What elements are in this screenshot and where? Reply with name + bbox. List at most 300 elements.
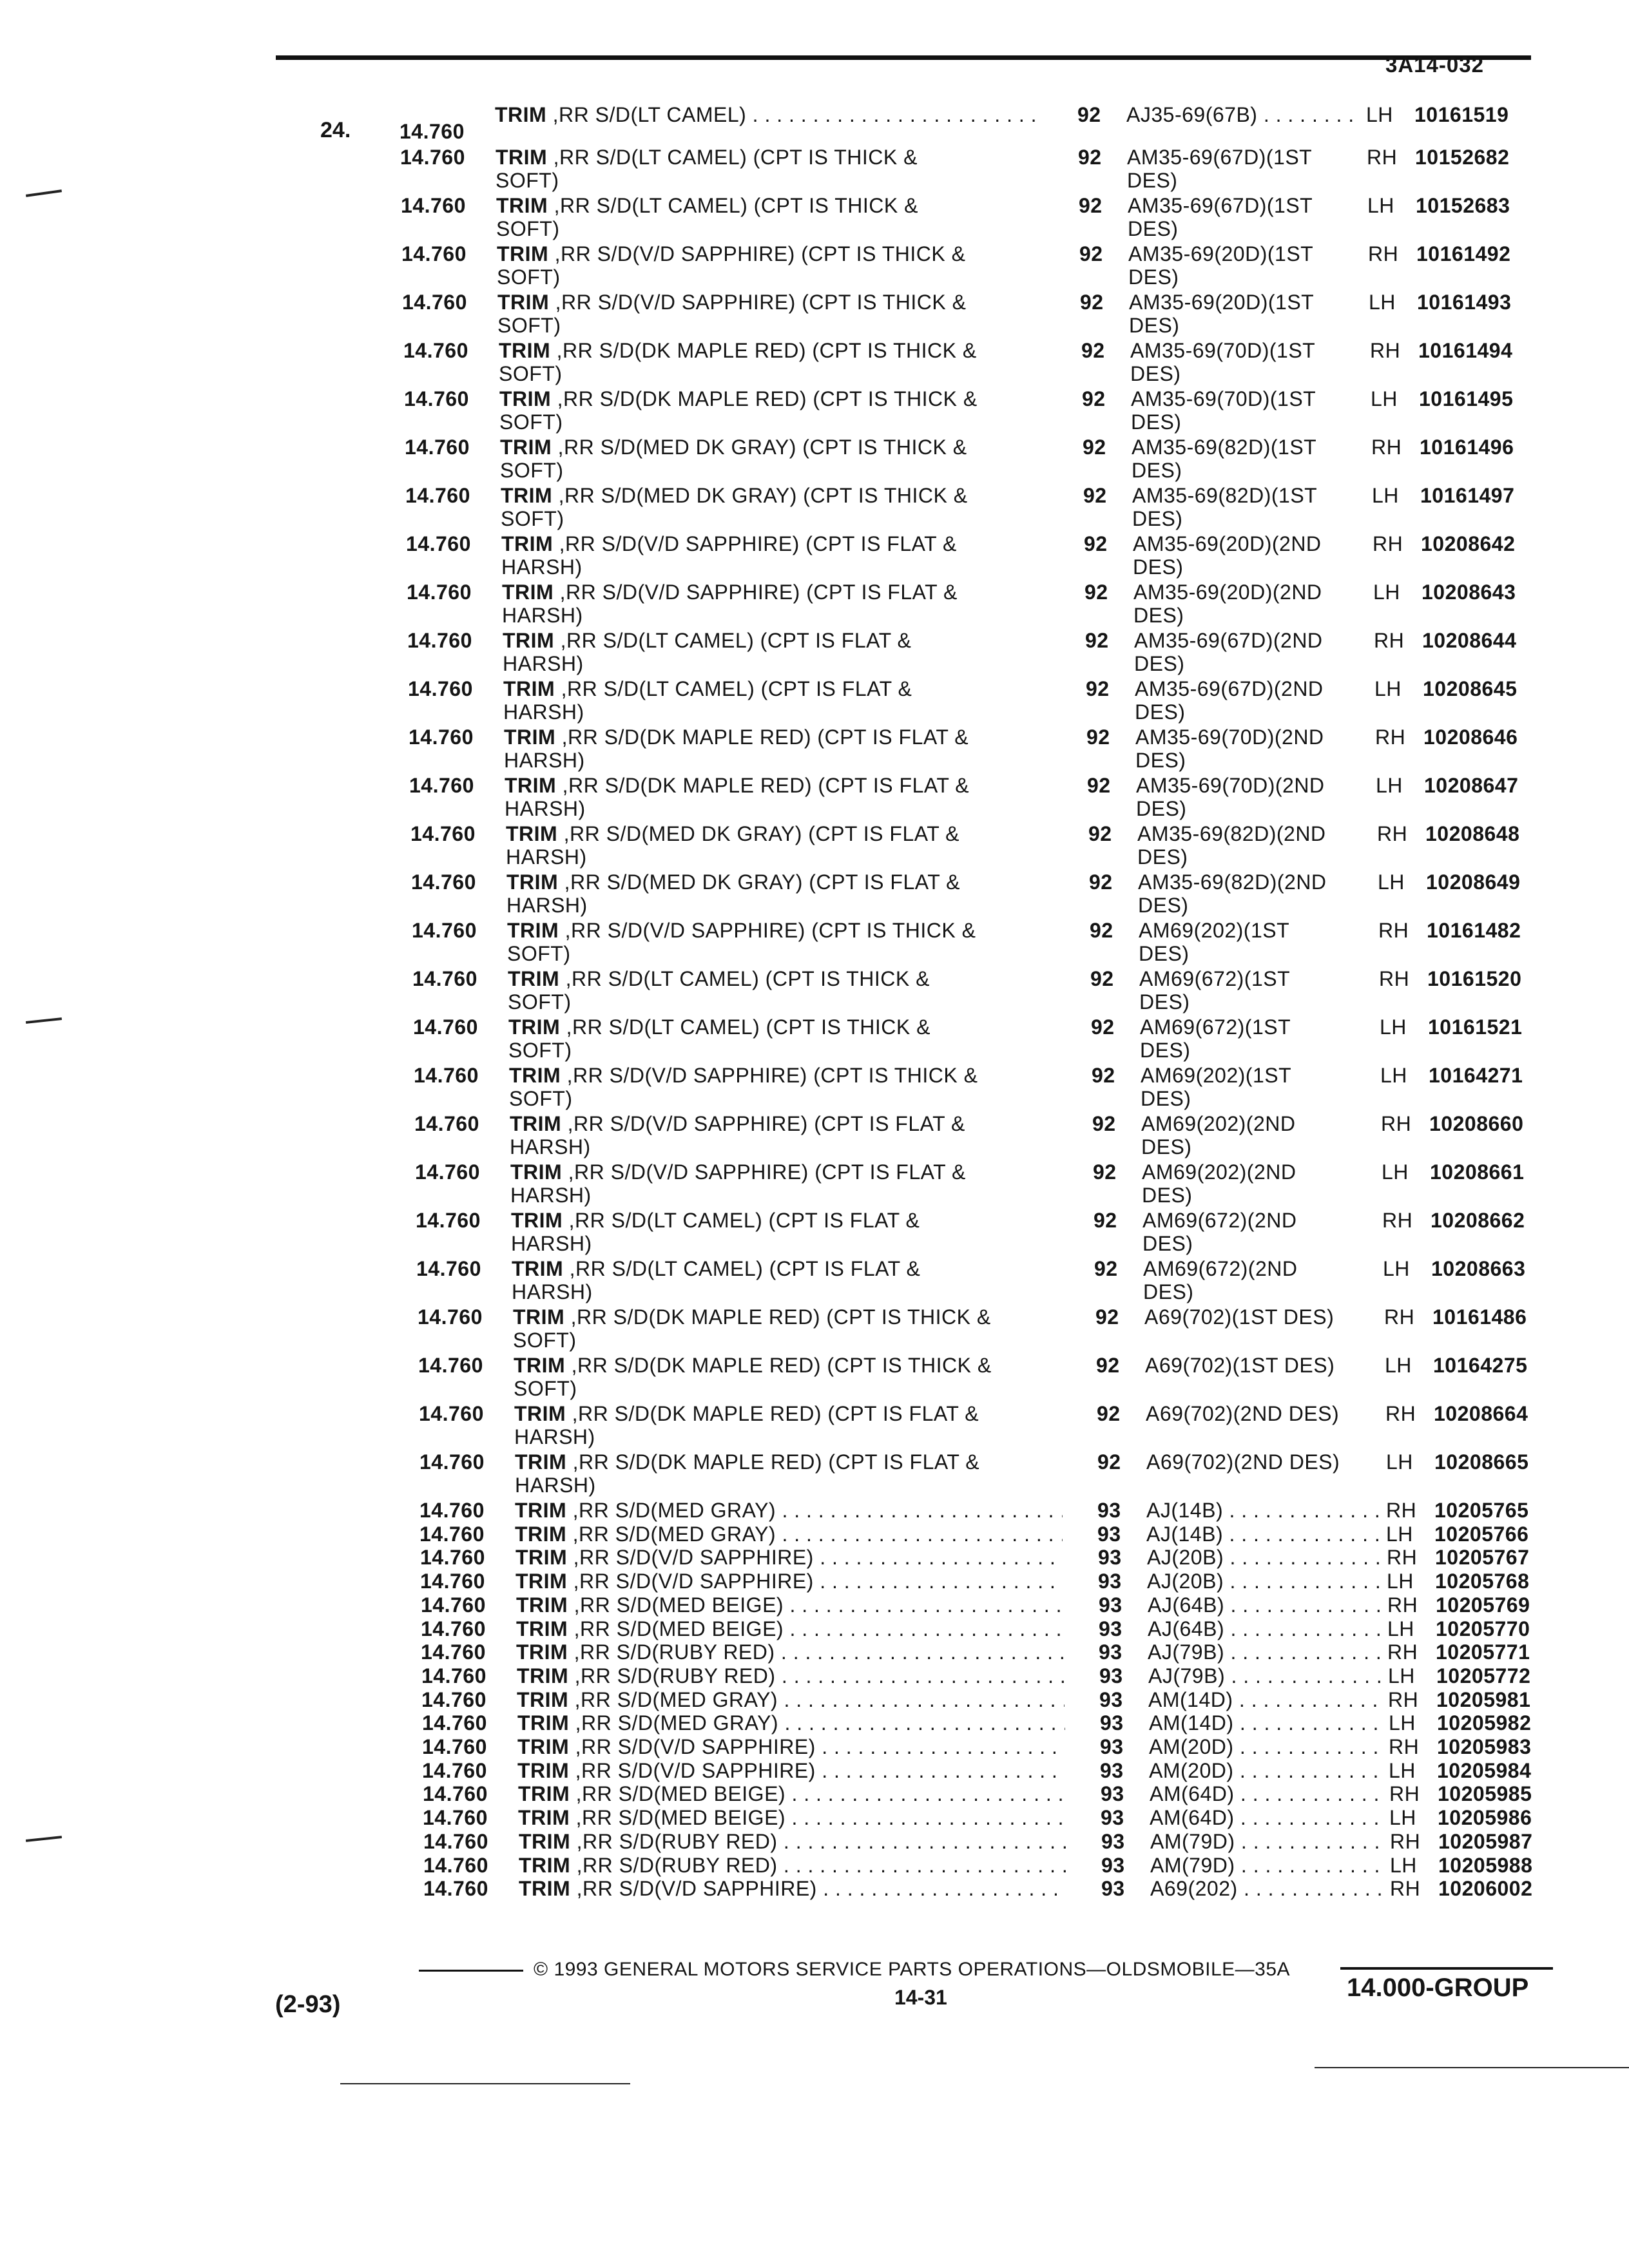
- part-keyword: TRIM: [505, 774, 557, 797]
- side-code: RH: [1374, 629, 1405, 652]
- group-number: 14.760: [419, 1522, 485, 1546]
- side-code: RH: [1385, 1402, 1416, 1425]
- description-line-1: ,RR S/D(MED GRAY): [572, 1499, 776, 1522]
- model-code: [1146, 1450, 1372, 1474]
- model-year: 92: [1094, 1257, 1118, 1280]
- part-description: [514, 1402, 1075, 1448]
- part-keyword: TRIM: [516, 1617, 568, 1640]
- description-line-1: ,RR S/D(RUBY RED): [574, 1640, 775, 1664]
- side-code: RH: [1379, 967, 1410, 990]
- description-line-1: ,RR S/D(LT CAMEL) (CPT IS THICK &: [565, 967, 930, 990]
- part-number: 10205983: [1437, 1735, 1532, 1758]
- model-year: 92: [1092, 1112, 1116, 1135]
- part-number: 10208664: [1434, 1402, 1528, 1425]
- side-code: LH: [1366, 103, 1393, 126]
- model-code: [1131, 387, 1356, 434]
- part-keyword: TRIM: [504, 726, 556, 749]
- model-code: [1126, 103, 1358, 126]
- footer-date: (2-93): [275, 1991, 341, 2018]
- part-keyword: TRIM: [515, 1450, 567, 1474]
- model-line-1: AM35-69(82D)(2ND: [1137, 822, 1326, 845]
- part-number: 10205987: [1438, 1829, 1533, 1853]
- part-number: 10205982: [1437, 1711, 1532, 1735]
- model-line-1: AM(64D): [1150, 1806, 1235, 1830]
- part-keyword: TRIM: [516, 1640, 568, 1664]
- part-keyword: TRIM: [519, 1877, 571, 1901]
- model-year: 93: [1099, 1640, 1123, 1664]
- model-code: [1141, 1064, 1366, 1110]
- part-keyword: TRIM: [496, 194, 548, 217]
- group-number: 14.760: [422, 1711, 487, 1735]
- side-code: RH: [1388, 1687, 1419, 1711]
- side-code: RH: [1390, 1829, 1421, 1853]
- description-line-1: ,RR S/D(LT CAMEL) (CPT IS FLAT &: [568, 1209, 920, 1232]
- model-line-2: DES): [1131, 410, 1182, 434]
- side-code: RH: [1387, 1593, 1418, 1617]
- part-keyword: TRIM: [502, 581, 554, 604]
- model-code: [1139, 967, 1365, 1014]
- model-line-2: DES): [1137, 845, 1188, 869]
- model-year: 93: [1101, 1853, 1125, 1877]
- part-keyword: TRIM: [517, 1758, 570, 1782]
- description-line-2: HARSH): [503, 652, 584, 675]
- part-description: [516, 1570, 1063, 1593]
- side-code: RH: [1367, 146, 1398, 169]
- model-code: [1128, 194, 1353, 240]
- model-line-1: AM35-69(67D)(2ND: [1135, 677, 1324, 700]
- group-number: 14.760: [407, 629, 472, 652]
- part-keyword: TRIM: [515, 1499, 567, 1522]
- model-line-1: AM69(672)(1ST: [1140, 1015, 1291, 1039]
- part-number: 10208646: [1423, 726, 1518, 749]
- side-code: LH: [1380, 1064, 1407, 1087]
- model-line-2: DES): [1139, 990, 1190, 1014]
- model-line-2: DES): [1132, 459, 1182, 482]
- part-keyword: TRIM: [500, 436, 552, 459]
- part-description: [499, 387, 1060, 434]
- part-keyword: TRIM: [514, 1354, 566, 1377]
- model-line-2: DES): [1135, 749, 1186, 772]
- description-line-1: ,RR S/D(LT CAMEL) (CPT IS FLAT &: [560, 629, 912, 652]
- model-year: 92: [1082, 387, 1106, 410]
- side-code: LH: [1367, 194, 1394, 217]
- group-number: 14.760: [401, 242, 467, 265]
- part-description: [497, 242, 1057, 289]
- model-line-2: DES): [1141, 1135, 1192, 1158]
- model-year: 93: [1100, 1758, 1124, 1782]
- model-code: [1132, 436, 1357, 482]
- part-keyword: TRIM: [506, 822, 558, 845]
- footer-copyright: © 1993 GENERAL MOTORS SERVICE PARTS OPERATIONS—OLDSMOBILE—35A: [534, 1959, 1291, 1980]
- model-code: [1128, 242, 1354, 289]
- description-line-1: ,RR S/D(MED BEIGE): [575, 1782, 786, 1806]
- description-line-1: ,RR S/D(MED BEIGE): [575, 1806, 786, 1830]
- model-line-2: DES): [1128, 265, 1179, 289]
- part-keyword: TRIM: [518, 1806, 570, 1830]
- side-code: LH: [1372, 484, 1399, 507]
- part-number: 10205772: [1436, 1664, 1531, 1687]
- model-line-1: AM35-69(67D)(1ST: [1128, 194, 1313, 217]
- model-code: [1150, 1877, 1382, 1900]
- description-line-2: SOFT): [501, 507, 564, 530]
- part-description: [503, 629, 1063, 675]
- group-number: 14.760: [418, 1305, 483, 1329]
- part-keyword: TRIM: [516, 1570, 568, 1593]
- part-description: [517, 1735, 1065, 1758]
- model-code: [1132, 484, 1358, 530]
- model-line-1: AM35-69(82D)(1ST: [1132, 484, 1318, 507]
- part-description: [516, 1640, 1064, 1664]
- model-line-1: AM(79D): [1150, 1829, 1235, 1853]
- model-year: 93: [1098, 1570, 1122, 1593]
- part-keyword: TRIM: [497, 291, 550, 314]
- part-description: [519, 1830, 1066, 1853]
- model-line-1: AM69(672)(2ND: [1142, 1209, 1297, 1232]
- group-number: 14.760: [412, 919, 477, 942]
- part-number: 10208642: [1421, 532, 1516, 555]
- model-year: 93: [1101, 1877, 1125, 1901]
- model-year: 93: [1097, 1499, 1121, 1522]
- model-line-1: AJ(20B): [1147, 1570, 1224, 1593]
- description-line-2: SOFT): [509, 1087, 573, 1110]
- group-number: 14.760: [419, 1450, 485, 1474]
- part-description: [516, 1593, 1064, 1617]
- side-code: LH: [1374, 677, 1402, 700]
- group-number: 14.760: [422, 1735, 487, 1758]
- model-year: 92: [1097, 1450, 1121, 1474]
- model-year: 92: [1083, 484, 1107, 507]
- model-code: [1141, 1112, 1367, 1158]
- group-number: 14.760: [415, 1160, 480, 1184]
- part-number: 10205771: [1436, 1640, 1530, 1664]
- part-description: [503, 677, 1064, 724]
- model-line-2: DES): [1130, 362, 1181, 385]
- part-description: [517, 1711, 1065, 1735]
- side-code: RH: [1371, 436, 1402, 459]
- model-code: [1137, 822, 1363, 869]
- side-code: RH: [1387, 1640, 1418, 1664]
- description-line-1: ,RR S/D(DK MAPLE RED) (CPT IS FLAT &: [561, 726, 969, 749]
- part-number: 10152682: [1415, 146, 1510, 169]
- description-line-1: ,RR S/D(RUBY RED): [576, 1853, 778, 1877]
- description-line-1: ,RR S/D(V/D SAPPHIRE) (CPT IS FLAT &: [567, 1112, 965, 1135]
- model-code: [1150, 1782, 1382, 1805]
- model-line-2: DES): [1135, 700, 1186, 724]
- model-line-1: AM69(202)(2ND: [1142, 1160, 1296, 1184]
- description-line-2: SOFT): [497, 314, 561, 337]
- model-code: [1133, 532, 1358, 579]
- model-line-1: AM(20D): [1149, 1735, 1234, 1758]
- model-line-1: AM(79D): [1150, 1853, 1235, 1877]
- description-line-2: HARSH): [502, 604, 583, 627]
- item-number: 24.: [320, 118, 351, 142]
- part-keyword: TRIM: [503, 629, 555, 652]
- model-line-1: AM69(672)(2ND: [1143, 1257, 1298, 1280]
- part-description: [508, 1015, 1069, 1062]
- page-code: 3A14-032: [1385, 53, 1484, 77]
- group-number: 14.760: [423, 1806, 488, 1830]
- model-line-1: AM69(202)(1ST: [1141, 1064, 1292, 1087]
- side-code: RH: [1368, 242, 1399, 265]
- model-line-1: AM35-69(82D)(1ST: [1132, 436, 1317, 459]
- part-keyword: TRIM: [515, 1522, 567, 1546]
- description-line-2: HARSH): [501, 555, 583, 579]
- model-line-1: AJ(64B): [1148, 1617, 1225, 1640]
- footer-group: 14.000-GROUP: [1347, 1974, 1529, 2002]
- part-description: [501, 484, 1061, 530]
- part-number: 10161482: [1427, 919, 1521, 942]
- description-line-1: ,RR S/D(DK MAPLE RED) (CPT IS THICK &: [556, 339, 977, 362]
- description-line-1: ,RR S/D(LT CAMEL) (CPT IS THICK &: [566, 1015, 930, 1039]
- model-year: 93: [1100, 1711, 1124, 1735]
- model-year: 92: [1086, 677, 1110, 700]
- footer-rule-left: [419, 1970, 523, 1972]
- part-number: 10161495: [1419, 387, 1514, 410]
- model-code: [1130, 339, 1356, 385]
- part-description: [511, 1209, 1072, 1255]
- model-code: [1135, 726, 1361, 772]
- part-number: 10161486: [1432, 1305, 1527, 1329]
- model-year: 92: [1084, 532, 1108, 555]
- part-number: 10205986: [1438, 1806, 1532, 1830]
- model-code: [1146, 1402, 1371, 1425]
- model-year: 92: [1095, 1305, 1119, 1329]
- part-keyword: TRIM: [503, 677, 555, 700]
- group-number: 14.760: [420, 1546, 485, 1570]
- model-line-1: AJ(14B): [1146, 1522, 1224, 1546]
- group-number: 14.760: [412, 967, 477, 990]
- part-description: [517, 1759, 1065, 1782]
- part-keyword: TRIM: [516, 1546, 568, 1570]
- model-line-2: DES): [1133, 555, 1184, 579]
- group-number: 14.760: [409, 726, 474, 749]
- part-number: 10161497: [1420, 484, 1515, 507]
- part-description: [505, 774, 1065, 820]
- description-line-1: ,RR S/D(V/D SAPPHIRE): [573, 1570, 814, 1593]
- model-code: [1148, 1664, 1380, 1687]
- model-line-1: AM69(672)(1ST: [1139, 967, 1291, 990]
- group-number: 14.760: [421, 1593, 486, 1617]
- description-line-1: ,RR S/D(MED DK GRAY) (CPT IS THICK &: [558, 484, 968, 507]
- model-line-1: AM69(202)(2ND: [1141, 1112, 1296, 1135]
- part-description: [496, 194, 1057, 240]
- model-line-1: AM35-69(67D)(2ND: [1134, 629, 1323, 652]
- part-number: 10208643: [1422, 581, 1516, 604]
- description-line-2: SOFT): [499, 410, 563, 434]
- part-keyword: TRIM: [508, 967, 560, 990]
- model-year: 92: [1084, 581, 1108, 604]
- description-line-2: SOFT): [496, 169, 559, 192]
- model-line-1: AM(14D): [1149, 1711, 1234, 1735]
- model-line-1: AM(20D): [1149, 1758, 1234, 1782]
- model-year: 92: [1077, 103, 1101, 126]
- model-line-2: DES): [1142, 1232, 1193, 1255]
- part-description: [506, 822, 1066, 869]
- part-number: 10205765: [1434, 1499, 1529, 1522]
- part-number: 10205768: [1435, 1570, 1530, 1593]
- part-keyword: TRIM: [514, 1402, 566, 1425]
- part-number: 10152683: [1416, 194, 1510, 217]
- model-code: [1148, 1593, 1380, 1617]
- description-line-1: ,RR S/D(V/D SAPPHIRE): [573, 1546, 814, 1570]
- side-code: LH: [1386, 1522, 1413, 1546]
- part-number: 10205770: [1436, 1617, 1530, 1640]
- part-keyword: TRIM: [512, 1257, 564, 1280]
- model-line-1: AM35-69(70D)(1ST: [1131, 387, 1316, 410]
- part-number: 10161493: [1417, 291, 1512, 314]
- description-line-2: HARSH): [504, 749, 585, 772]
- model-year: 93: [1101, 1829, 1125, 1853]
- part-keyword: TRIM: [501, 532, 554, 555]
- part-number: 10208648: [1425, 822, 1520, 845]
- part-number: 10208649: [1426, 870, 1521, 894]
- model-year: 92: [1093, 1160, 1117, 1184]
- description-line-2: HARSH): [505, 797, 586, 820]
- part-keyword: TRIM: [506, 870, 559, 894]
- part-keyword: TRIM: [499, 339, 551, 362]
- side-code: RH: [1387, 1546, 1418, 1570]
- side-code: LH: [1389, 1758, 1416, 1782]
- model-year: 92: [1089, 870, 1113, 894]
- description-line-1: ,RR S/D(V/D SAPPHIRE) (CPT IS FLAT &: [568, 1160, 966, 1184]
- group-number: 14.760: [405, 436, 470, 459]
- side-code: RH: [1390, 1877, 1421, 1901]
- part-description: [512, 1257, 1072, 1303]
- model-code: [1149, 1735, 1381, 1758]
- description-line-1: ,RR S/D(LT CAMEL): [552, 103, 747, 126]
- side-code: LH: [1387, 1570, 1414, 1593]
- part-keyword: TRIM: [510, 1112, 562, 1135]
- part-keyword: TRIM: [507, 919, 559, 942]
- side-code: RH: [1370, 339, 1401, 362]
- model-code: [1148, 1688, 1380, 1711]
- group-number: 14.760: [406, 532, 471, 555]
- model-line-2: DES): [1134, 652, 1185, 675]
- part-number: 10161492: [1416, 242, 1511, 265]
- description-line-2: SOFT): [507, 942, 571, 965]
- description-line-1: ,RR S/D(V/D SAPPHIRE): [575, 1735, 816, 1758]
- side-code: LH: [1389, 1806, 1416, 1830]
- description-line-2: HARSH): [512, 1280, 593, 1303]
- side-code: LH: [1387, 1617, 1414, 1640]
- description-line-1: ,RR S/D(V/D SAPPHIRE) (CPT IS FLAT &: [559, 532, 957, 555]
- side-code: LH: [1390, 1853, 1417, 1877]
- part-number: 10205981: [1436, 1687, 1531, 1711]
- model-year: 92: [1087, 774, 1111, 797]
- part-number: 10161520: [1427, 967, 1522, 990]
- model-year: 93: [1098, 1546, 1122, 1570]
- model-line-1: AM35-69(20D)(2ND: [1133, 581, 1322, 604]
- model-code: [1142, 1209, 1368, 1255]
- part-keyword: TRIM: [508, 1015, 561, 1039]
- description-line-1: ,RR S/D(MED DK GRAY) (CPT IS FLAT &: [563, 822, 959, 845]
- part-number: 10208665: [1434, 1450, 1529, 1474]
- part-keyword: TRIM: [510, 1160, 563, 1184]
- description-line-2: HARSH): [506, 894, 588, 917]
- model-line-2: DES): [1136, 797, 1187, 820]
- part-number: 10161494: [1418, 339, 1513, 362]
- group-number: 14.760: [405, 484, 470, 507]
- description-line-1: ,RR S/D(V/D SAPPHIRE): [575, 1758, 816, 1782]
- part-keyword: TRIM: [518, 1782, 570, 1806]
- model-code: [1129, 291, 1354, 337]
- model-line-1: A69(702)(1ST DES): [1144, 1305, 1335, 1329]
- description-line-1: ,RR S/D(V/D SAPPHIRE) (CPT IS FLAT &: [559, 581, 958, 604]
- model-code: [1136, 774, 1362, 820]
- model-code: [1127, 146, 1353, 192]
- model-year: 92: [1080, 291, 1104, 314]
- part-description: [518, 1806, 1066, 1829]
- description-line-2: HARSH): [511, 1232, 592, 1255]
- model-code: [1145, 1354, 1371, 1377]
- model-code: [1148, 1617, 1380, 1640]
- description-line-1: ,RR S/D(MED DK GRAY) (CPT IS THICK &: [557, 436, 967, 459]
- description-line-1: ,RR S/D(DK MAPLE RED) (CPT IS THICK &: [571, 1354, 992, 1377]
- group-number: 14.760: [423, 1782, 488, 1806]
- part-keyword: TRIM: [499, 387, 552, 410]
- group-number: 14.760: [419, 1499, 485, 1522]
- part-number: 10206002: [1438, 1877, 1533, 1901]
- side-code: RH: [1389, 1782, 1420, 1806]
- part-description: [517, 1664, 1065, 1687]
- model-year: 92: [1091, 1015, 1115, 1039]
- model-year: 92: [1097, 1402, 1121, 1425]
- model-year: 93: [1101, 1806, 1124, 1830]
- model-line-1: AM35-69(20D)(1ST: [1129, 291, 1315, 314]
- side-code: LH: [1376, 774, 1403, 797]
- side-code: RH: [1377, 822, 1408, 845]
- side-code: LH: [1389, 1711, 1416, 1735]
- part-number: 10208661: [1430, 1160, 1525, 1184]
- group-number: 14.760: [416, 1257, 481, 1280]
- part-keyword: TRIM: [513, 1305, 565, 1329]
- model-line-1: AJ(64B): [1148, 1593, 1225, 1617]
- group-number: 14.760: [421, 1617, 486, 1640]
- part-number: 10161519: [1414, 103, 1509, 126]
- group-number: 14.760: [422, 1758, 487, 1782]
- description-line-2: HARSH): [503, 700, 584, 724]
- description-line-2: HARSH): [510, 1184, 592, 1207]
- side-code: RH: [1384, 1305, 1415, 1329]
- model-year: 92: [1096, 1354, 1120, 1377]
- description-line-1: ,RR S/D(DK MAPLE RED) (CPT IS FLAT &: [572, 1402, 979, 1425]
- part-description: [508, 967, 1068, 1014]
- part-keyword: TRIM: [517, 1711, 570, 1735]
- model-line-2: DES): [1127, 169, 1178, 192]
- part-description: [519, 1854, 1066, 1877]
- model-line-1: A69(702)(2ND DES): [1146, 1450, 1340, 1474]
- model-line-2: DES): [1141, 1087, 1191, 1110]
- group-number: 14.760: [408, 677, 473, 700]
- group-number: 14.760: [402, 291, 467, 314]
- model-code: [1150, 1830, 1382, 1853]
- description-line-2: HARSH): [514, 1425, 595, 1448]
- model-code: [1134, 629, 1360, 675]
- model-year: 93: [1100, 1735, 1124, 1758]
- part-number: 10208660: [1429, 1112, 1524, 1135]
- model-line-1: AJ(14B): [1146, 1499, 1224, 1522]
- side-code: RH: [1389, 1735, 1420, 1758]
- part-keyword: TRIM: [501, 484, 553, 507]
- model-line-2: DES): [1138, 894, 1189, 917]
- description-line-2: SOFT): [508, 990, 572, 1014]
- side-code: RH: [1373, 532, 1403, 555]
- description-line-1: ,RR S/D(MED GRAY): [575, 1711, 779, 1735]
- model-year: 92: [1085, 629, 1109, 652]
- model-line-2: DES): [1139, 942, 1190, 965]
- group-number: 14.760: [418, 1354, 483, 1377]
- side-code: RH: [1378, 919, 1409, 942]
